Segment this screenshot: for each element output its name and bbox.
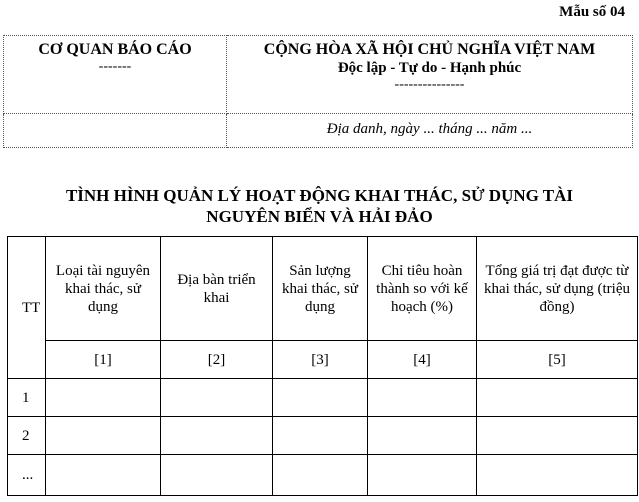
table-cell [477, 417, 638, 455]
column-header-2: Địa bàn triển khai [161, 237, 273, 341]
table-row [8, 417, 638, 455]
reporting-agency: CƠ QUAN BÁO CÁO [38, 41, 192, 58]
empty-cell [4, 114, 227, 148]
column-header-3: Sản lượng khai thác, sử dụng [273, 237, 368, 341]
agency-divider: ------- [98, 59, 132, 74]
column-code-1: [1] [46, 341, 161, 379]
table-cell [161, 455, 273, 496]
table-row [8, 379, 638, 417]
column-code-2: [2] [161, 341, 273, 379]
place-date: Địa danh, ngày ... tháng ... năm ... [326, 121, 533, 138]
header-block [3, 35, 633, 148]
report-table [7, 236, 638, 496]
column-code-5: [5] [477, 341, 638, 379]
table-cell [273, 417, 368, 455]
row-number: 1 [8, 379, 46, 417]
country-name: CỘNG HÒA XÃ HỘI CHỦ NGHĨA VIỆT NAM [263, 41, 596, 58]
column-header-5: Tổng giá trị đạt được từ khai thác, sử dụng (triệu đồng) [477, 237, 638, 341]
table-cell [46, 379, 161, 417]
column-code-4: [4] [368, 341, 477, 379]
table-cell [161, 417, 273, 455]
agency-cell [4, 36, 227, 114]
table-cell [368, 379, 477, 417]
column-code-3: [3] [273, 341, 368, 379]
report-title-line-2: NGUYÊN BIỂN VÀ HẢI ĐẢO [206, 207, 433, 226]
table-cell [161, 379, 273, 417]
column-header-1: Loại tài nguyên khai thác, sử dụng [46, 237, 161, 341]
table-cell [273, 379, 368, 417]
table-cell [477, 379, 638, 417]
table-cell [46, 417, 161, 455]
row-number: 2 [8, 417, 46, 455]
table-cell [368, 455, 477, 496]
column-header-4: Chỉ tiêu hoàn thành so với kế hoạch (%) [368, 237, 477, 341]
row-number: ... [8, 455, 46, 496]
form-number: Mẫu số 04 [559, 4, 625, 20]
column-header-tt: TT [8, 237, 46, 379]
table-cell [368, 417, 477, 455]
table-cell [273, 455, 368, 496]
table-cell [46, 455, 161, 496]
report-title-line-1: TÌNH HÌNH QUẢN LÝ HOẠT ĐỘNG KHAI THÁC, SỬ DỤNG TÀI [65, 186, 574, 205]
table-row [8, 455, 638, 496]
table-cell [477, 455, 638, 496]
report-title [0, 185, 639, 227]
national-motto: Độc lập - Tự do - Hạnh phúc [337, 60, 522, 76]
place-date-cell [227, 114, 633, 148]
national-header-cell [227, 36, 633, 114]
motto-divider: --------------- [394, 77, 465, 92]
